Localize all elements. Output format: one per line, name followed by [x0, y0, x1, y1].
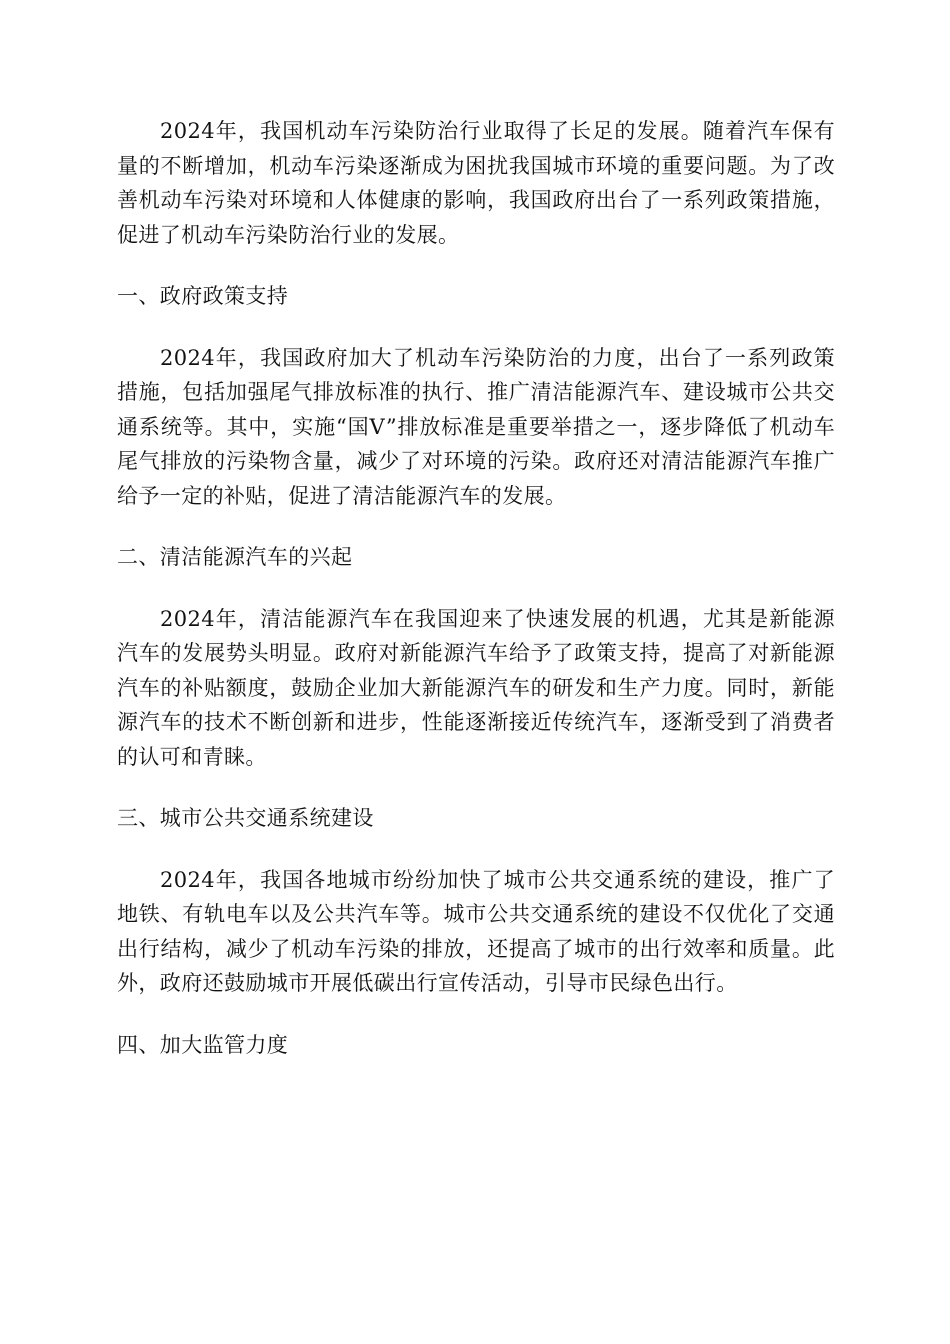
- spacer: [117, 252, 835, 279]
- section-heading-public-transit: 三、城市公共交通系统建设: [117, 806, 374, 830]
- intro-paragraph: 2024年，我国机动车污染防治行业取得了长足的发展。随着汽车保有量的不断增加，机动车污染逐渐成为困扰我国城市环境的重要问题。为了改善机动车污染对环境和人体健康的影响，我国政府出台了一系列政策措施，促进了机动车污染防治行业的发展。: [117, 119, 835, 247]
- section-heading-supervision: 四、加大监管力度: [117, 1032, 289, 1057]
- section-heading-policy: 一、政府政策支持: [117, 284, 289, 308]
- spacer: [117, 575, 835, 602]
- spacer: [117, 513, 835, 540]
- section-body-public-transit: 2024年，我国各地城市纷纷加快了城市公共交通系统的建设，推广了地铁、有轨电车以及公共汽车等。城市公共交通系统的建设不仅优化了交通出行结构，减少了机动车污染的排放，还提高了城市的出行效率和质量。此外，政府还鼓励城市开展低碳出行宣传活动，引导市民绿色出行。: [117, 867, 835, 995]
- section-body-clean-energy: 2024年，清洁能源汽车在我国迎来了快速发展的机遇，尤其是新能源汽车的发展势头明显。政府对新能源汽车给予了政策支持，提高了对新能源汽车的补贴额度，鼓励企业加大新能源汽车的研发和生产力度。同时，新能源汽车的技术不断创新和进步，性能逐渐接近传统汽车，逐渐受到了消费者的认可和青睐。: [117, 606, 835, 769]
- section-heading-clean-energy: 二、清洁能源汽车的兴起: [117, 545, 353, 569]
- section-body-policy: 2024年，我国政府加大了机动车污染防治的力度，出台了一系列政策措施，包括加强尾气排放标准的执行、推广清洁能源汽车、建设城市公共交通系统等。其中，实施“国V”排放标准是重要举措之一，逐步降低了机动车尾气排放的污染物含量，减少了对环境的污染。政府还对清洁能源汽车推广给予一定的补贴，促进了清洁能源汽车的发展。: [117, 345, 835, 508]
- spacer: [117, 836, 835, 863]
- document-page: [117, 114, 835, 1062]
- spacer: [117, 314, 835, 341]
- spacer: [117, 1001, 835, 1028]
- spacer: [117, 774, 835, 801]
